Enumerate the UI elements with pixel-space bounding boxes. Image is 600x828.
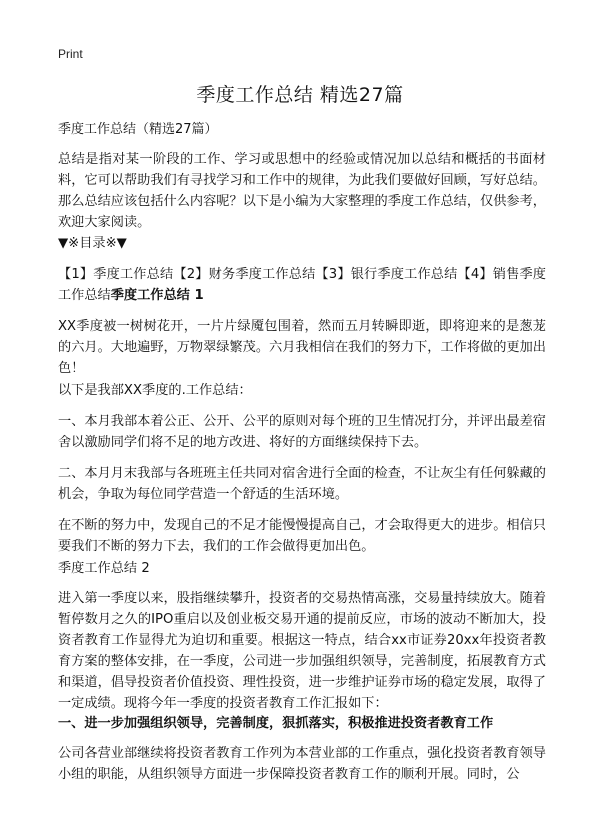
section1-paragraph-1: XX季度被一树树花开，一片片绿魇包围着，然而五月转瞬即逝，即将迎来的是葱茏的六月。大地遍野，万物翠绿繁茂。六月我相信在我们的努力下，工作将做的更加出色！ xyxy=(58,319,546,376)
section2-paragraph-2: 公司各营业部继续将投资者教育工作列为本营业部的工作重点，强化投资者教育领导小组的职能，从组织领导方面进一步保障投资者教育工作的顺利开展。同时，公 xyxy=(58,746,546,782)
section2-heading: 季度工作总结 2 xyxy=(58,561,150,576)
print-link[interactable]: Print xyxy=(58,47,83,61)
section2-bold-heading: 一、进一步加强组织领导，完善制度，狠抓落实，积极推进投资者教育工作 xyxy=(58,716,494,731)
toc-line xyxy=(58,264,546,306)
section1-paragraph-3: 一、本月我部本着公正、公开、公平的原则对每个班的卫生情况打分，并评出最差宿舍以激励同学们将不足的地方改进、将好的方面继续保持下去。 xyxy=(58,414,546,450)
section1-paragraph-5: 在不断的努力中，发现自己的不足才能慢慢提高自己，才会取得更大的进步。相信只要我们不断的努力下去，我们的工作会做得更加出色。 xyxy=(58,518,546,554)
toc-header: ▼※目录※▼ xyxy=(58,236,127,251)
toc-links[interactable]: 【1】季度工作总结【2】财务季度工作总结【3】银行季度工作总结【4】销售季度工作总结 xyxy=(58,267,546,303)
section1-paragraph-2: 以下是我部XX季度的.工作总结： xyxy=(58,383,252,398)
page-title: 季度工作总结 精选27篇 xyxy=(196,84,404,106)
section1-heading: 季度工作总结 1 xyxy=(110,288,204,303)
subtitle: 季度工作总结（精选27篇） xyxy=(58,122,218,137)
section2-paragraph-1: 进入第一季度以来，股指继续攀升，投资者的交易热情高涨，交易量持续放大。随着暂停数月之久的IPO重启以及创业板交易开通的提前反应，市场的波动不断加大，投资者教育工作显得尤为迫切和重要。根据这一特点，结合xx市证券20xx年投资者教育方案的整体安排，在一季度，公司进一步加强组织领导，完善制度，拓展教育方式和渠道，倡导投资者价值投资、理性投资，进一步维护证券市场的稳定发展，取得了一定成绩。现将今年一季度的投资者教育工作汇报如下： xyxy=(58,591,546,711)
intro-paragraph: 总结是指对某一阶段的工作、学习或思想中的经验或情况加以总结和概括的书面材料，它可以帮助我们有寻找学习和工作中的规律，为此我们要做好回顾，写好总结。那么总结应该包括什么内容呢？以下是小编为大家整理的季度工作总结，仅供参考，欢迎大家阅读。 xyxy=(58,152,546,230)
section1-paragraph-4: 二、本月月末我部与各班班主任共同对宿舍进行全面的检查，不让灰尘有任何躲藏的机会，争取为每位同学营造一个舒适的生活环境。 xyxy=(58,466,546,502)
